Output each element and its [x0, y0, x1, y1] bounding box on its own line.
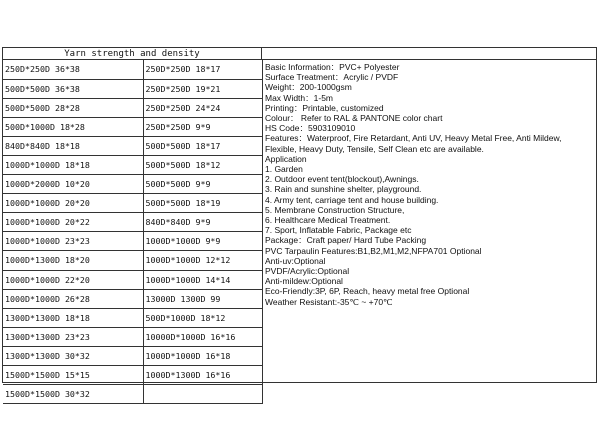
- spec-cell-left: 1000D*1000D 26*28: [3, 289, 143, 308]
- spec-cell-left: 1500D*1500D 15*15: [3, 366, 143, 385]
- table-row: [3, 366, 262, 385]
- spec-cell-left: 1000D*1000D 23*23: [3, 232, 143, 251]
- spec-cell-right: 1000D*1000D 14*14: [143, 270, 262, 289]
- info-surface: Surface Treatment：Acrylic / PVDF: [265, 72, 399, 83]
- info-printing: Printing：Printable, customized: [265, 102, 384, 113]
- spec-cell-right: 1000D*1000D 12*12: [143, 251, 262, 270]
- table-row: [3, 213, 262, 232]
- info-features: Features：Waterproof, Fire Retardant, Anti UV, Heavy Metal Free, Anti Mildew, Flexible, Heavy Duty, Tensile, Self Clean etc are available.: [265, 133, 562, 154]
- spec-cell-left: 1300D*1300D 30*32: [3, 346, 143, 365]
- spec-cell-right: 13000D 1300D 99: [143, 289, 262, 308]
- info-pvc-features: PVC Tarpaulin Features:B1,B2,M1,M2,NFPA701 Optional: [265, 245, 482, 256]
- table-row: [3, 289, 262, 308]
- table-row: [3, 346, 262, 365]
- info-anti-mildew: Anti-mildew:Optional: [265, 276, 343, 287]
- spec-cell-right: 500D*500D 18*12: [143, 155, 262, 174]
- info-app-4: 4. Army tent, carriage tent and house building.: [265, 194, 439, 205]
- spec-cell-left: 500D*500D 36*38: [3, 79, 143, 98]
- info-app-1: 1. Garden: [265, 164, 303, 175]
- spec-cell-right: 250D*250D 24*24: [143, 98, 262, 117]
- spec-cell-right: 1000D*1000D 16*18: [143, 346, 262, 365]
- spec-cell-right: 250D*250D 18*17: [143, 60, 262, 79]
- yarn-table: [3, 60, 263, 404]
- spec-cell-right: 500D*500D 9*9: [143, 175, 262, 194]
- spec-cell-left: 1300D*1300D 23*23: [3, 327, 143, 346]
- table-header: Yarn strength and density: [3, 48, 262, 60]
- spec-cell-right: 840D*840D 9*9: [143, 213, 262, 232]
- spec-cell-left: 1000D*1000D 22*20: [3, 270, 143, 289]
- spec-cell-right: 500D*1000D 18*12: [143, 308, 262, 327]
- spec-sheet: [2, 47, 597, 400]
- spec-cell-left: 1500D*1500D 30*32: [3, 385, 143, 404]
- table-header-blank: [262, 48, 596, 60]
- spec-cell-right: 500D*500D 18*19: [143, 194, 262, 213]
- info-app-6: 6. Healthcare Medical Treatment.: [265, 215, 391, 226]
- table-row: [3, 98, 262, 117]
- info-hs-code: HS Code：5903109010: [265, 123, 356, 134]
- table-row: [3, 194, 262, 213]
- info-app-7: 7. Sport, Inflatable Fabric, Package etc: [265, 225, 412, 236]
- info-app-5: 5. Membrane Construction Structure,: [265, 204, 405, 215]
- info-weight: Weight：200-1000gsm: [265, 82, 352, 93]
- spec-cell-right: 500D*500D 18*17: [143, 136, 262, 155]
- spec-cell-left: 500D*500D 28*28: [3, 98, 143, 117]
- table-row: [3, 385, 262, 404]
- spec-cell-left: 1000D*2000D 10*20: [3, 175, 143, 194]
- table-row: [3, 60, 262, 79]
- table-row: [3, 79, 262, 98]
- info-app-2: 2. Outdoor event tent(blockout),Awnings.: [265, 174, 419, 185]
- info-width: Max Width：1-5m: [265, 92, 334, 103]
- spec-cell-right: 10000D*1000D 16*16: [143, 327, 262, 346]
- spec-cell-right: 250D*250D 19*21: [143, 79, 262, 98]
- spec-cell-left: 500D*1000D 18*28: [3, 117, 143, 136]
- table-row: [3, 117, 262, 136]
- spec-cell-left: 840D*840D 18*18: [3, 136, 143, 155]
- table-row: [3, 327, 262, 346]
- info-application: Application: [265, 153, 307, 164]
- spec-cell-left: 1000D*1000D 20*22: [3, 213, 143, 232]
- table-row: [3, 251, 262, 270]
- spec-cell-right: 1000D*1000D 9*9: [143, 232, 262, 251]
- info-package: Package：Craft paper/ Hard Tube Packing: [265, 235, 427, 246]
- spec-cell-right: 250D*250D 9*9: [143, 117, 262, 136]
- table-row: [3, 175, 262, 194]
- info-pvdf: PVDF/Acrylic:Optional: [265, 266, 350, 277]
- info-app-3: 3. Rain and sunshine shelter, playground.: [265, 184, 422, 195]
- info-anti-uv: Anti-uv:Optional: [265, 255, 326, 266]
- spec-cell-left: 1000D*1300D 18*20: [3, 251, 143, 270]
- table-row: [3, 270, 262, 289]
- spec-cell-left: 1000D*1000D 20*20: [3, 194, 143, 213]
- spec-cell-left: 250D*250D 36*38: [3, 60, 143, 79]
- table-row: [3, 232, 262, 251]
- info-weather: Weather Resistant:-35℃ ~ +70℃: [265, 296, 393, 307]
- spec-cell-right: 1000D*1300D 16*16: [143, 366, 262, 385]
- table-row: [3, 308, 262, 327]
- spec-cell-left: 1300D*1300D 18*18: [3, 308, 143, 327]
- table-row: [3, 155, 262, 174]
- spec-cell-left: 1000D*1000D 18*18: [3, 155, 143, 174]
- table-row: [3, 136, 262, 155]
- product-info: [265, 62, 595, 307]
- info-eco: Eco-Friendly:3P, 6P, Reach, heavy metal free Optional: [265, 286, 470, 297]
- spec-cell-right: [143, 385, 262, 404]
- info-colour: Colour： Refer to RAL & PANTONE color chart: [265, 113, 443, 124]
- info-basic: Basic Information：PVC+ Polyester: [265, 62, 400, 72]
